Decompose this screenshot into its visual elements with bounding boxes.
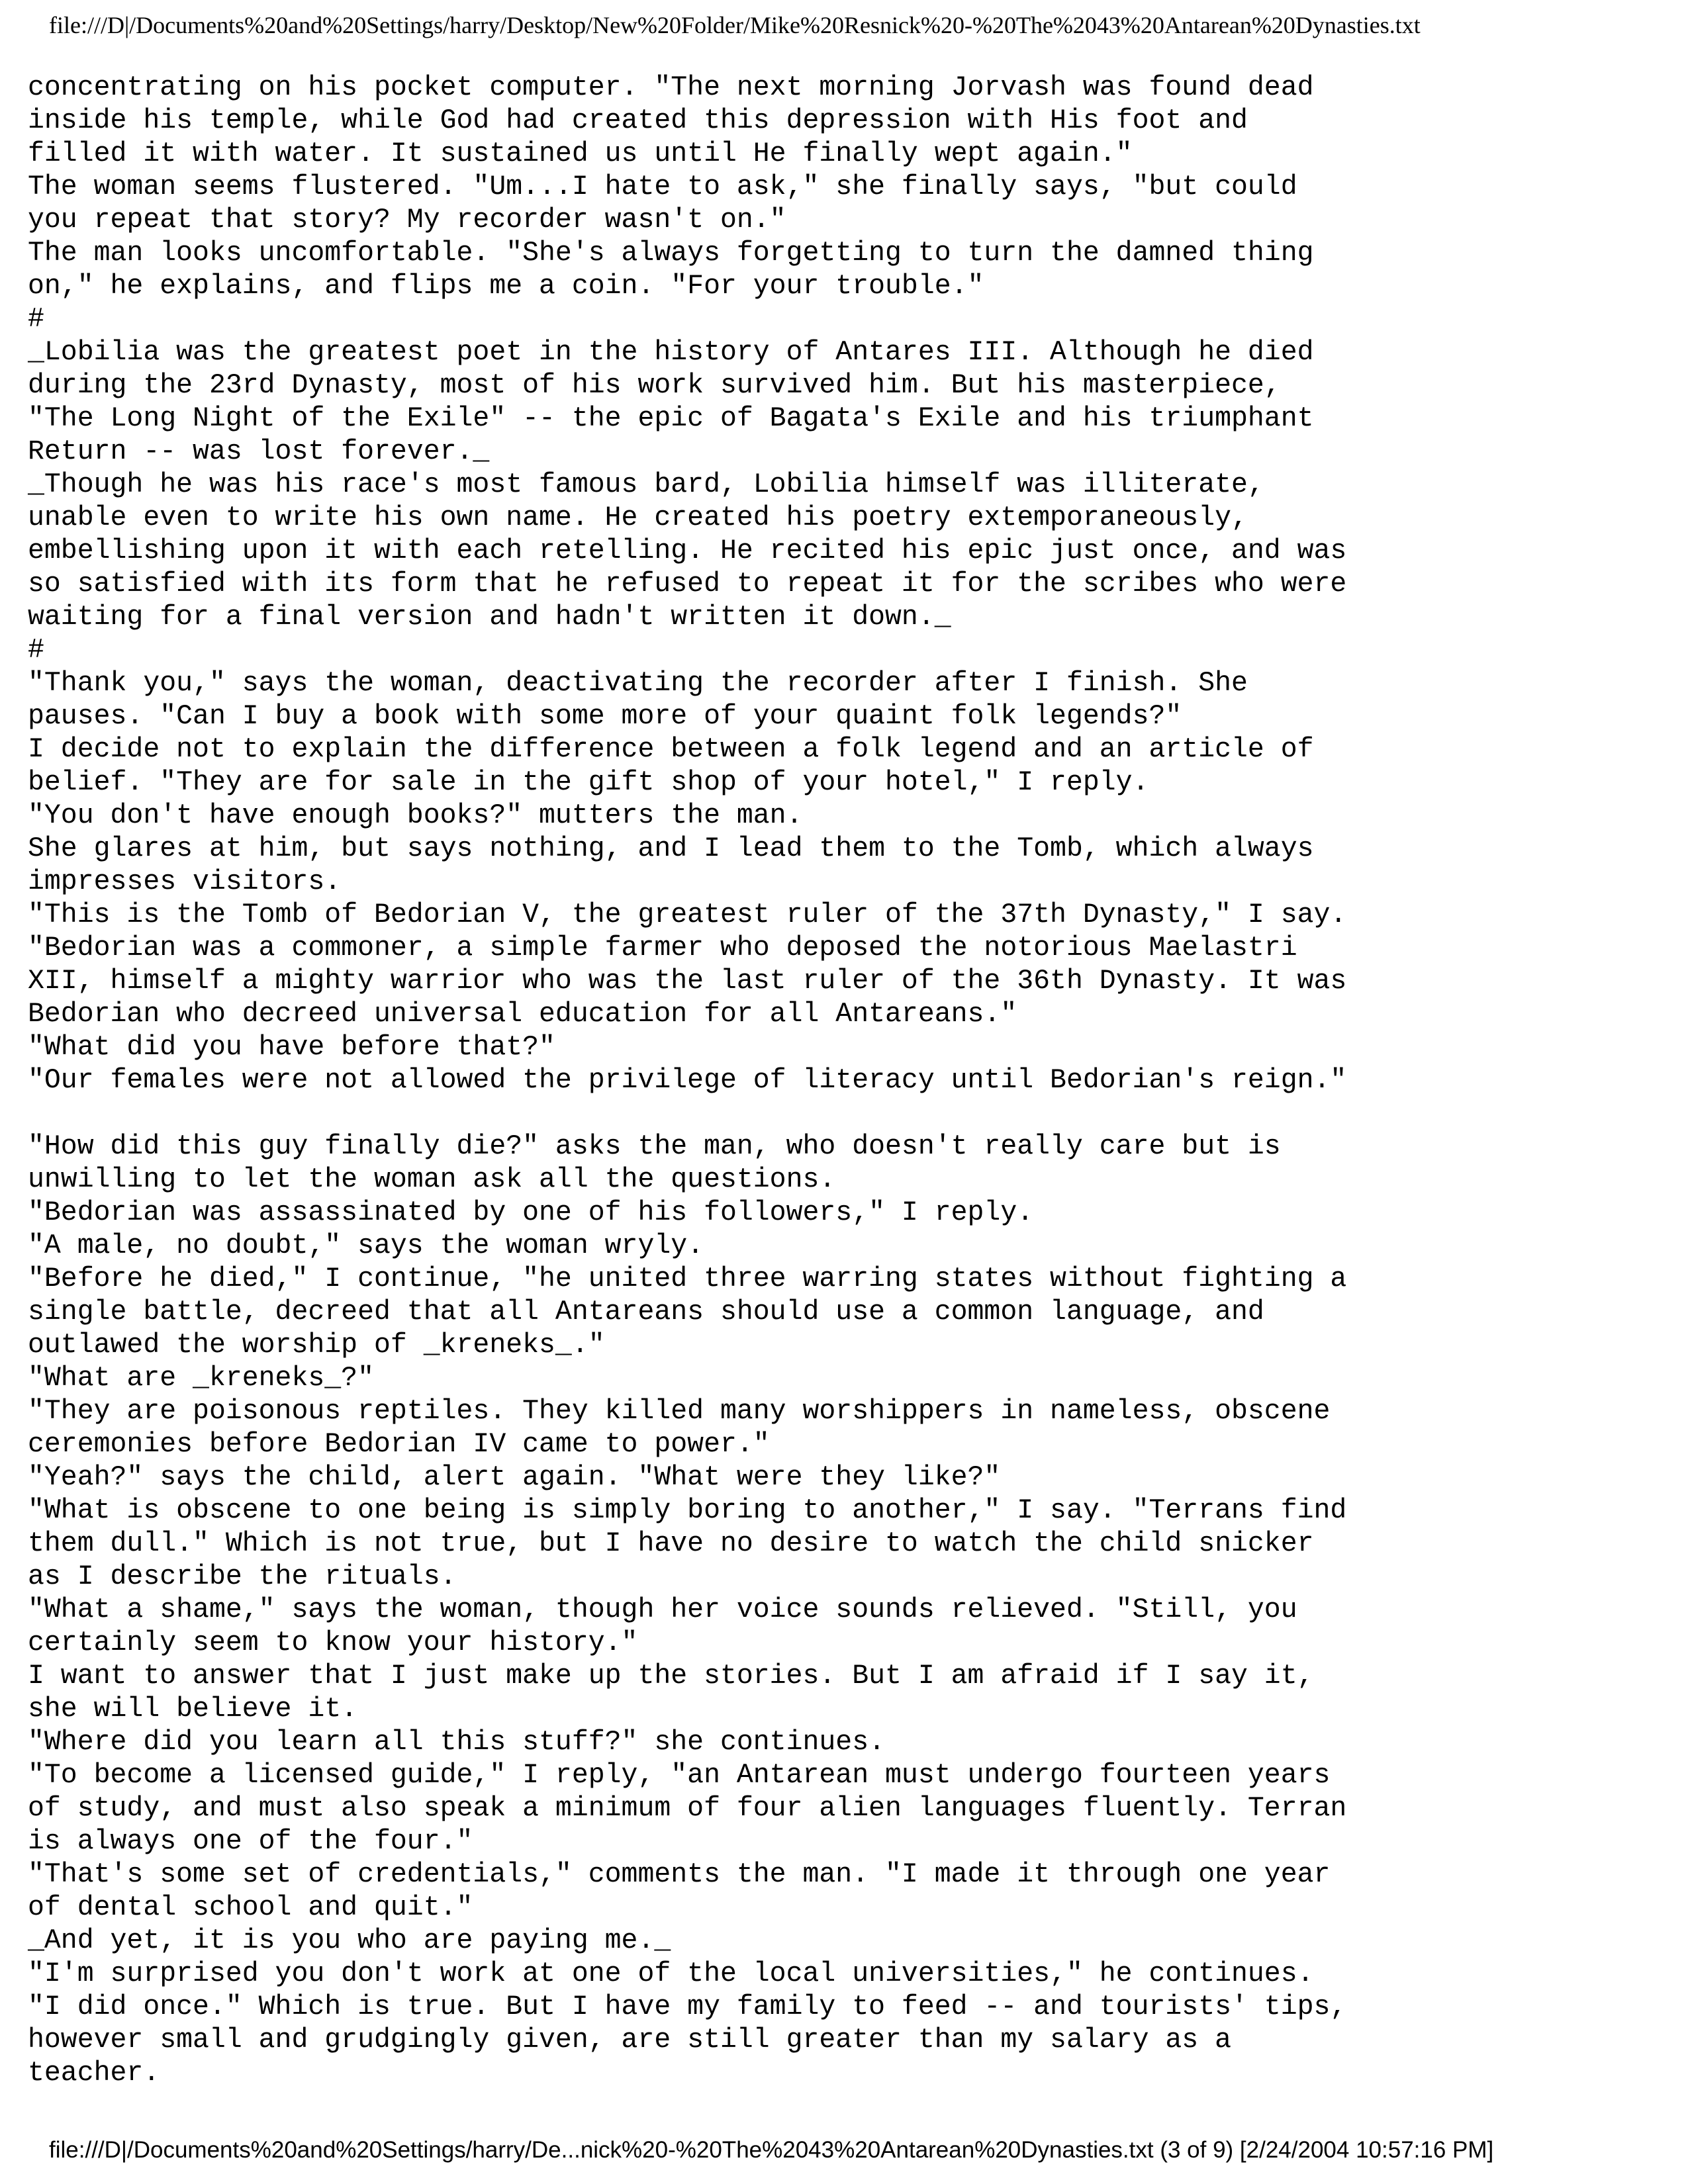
text-line: "What is obscene to one being is simply boring to another," I say. "Terrans find (28, 1495, 1347, 1526)
text-line: of dental school and quit." (28, 1892, 473, 1923)
text-line: "They are poisonous reptiles. They killed many worshippers in nameless, obscene (28, 1396, 1331, 1427)
text-line: "Where did you learn all this stuff?" she continues. (28, 1727, 886, 1758)
text-line: _Though he was his race's most famous bard, Lobilia himself was illiterate, (28, 469, 1264, 500)
text-line: you repeat that story? My recorder wasn't on." (28, 205, 786, 236)
text-line: ceremonies before Bedorian IV came to power." (28, 1429, 770, 1460)
text-line: _Lobilia was the greatest poet in the history of Antares III. Although he died (28, 337, 1314, 368)
text-line: # (28, 304, 44, 335)
text-line: The woman seems flustered. "Um...I hate to ask," she finally says, "but could (28, 171, 1297, 203)
text-line: "This is the Tomb of Bedorian V, the greatest ruler of the 37th Dynasty," I say. (28, 899, 1347, 931)
text-line: "To become a licensed guide," I reply, "an Antarean must undergo fourteen years (28, 1760, 1331, 1791)
text-line: "What are _kreneks_?" (28, 1363, 374, 1394)
text-line: _And yet, it is you who are paying me._ (28, 1925, 671, 1956)
text-line: She glares at him, but says nothing, and I lead them to the Tomb, which always (28, 833, 1314, 864)
text-line: concentrating on his pocket computer. "The next morning Jorvash was found dead (28, 72, 1314, 103)
text-line: "That's some set of credentials," comments the man. "I made it through one year (28, 1859, 1331, 1890)
page-header-url: file:///D|/Documents%20and%20Settings/harry/Desktop/New%20Folder/Mike%20Resnick%20-%20The%2043%20Antarean%20Dynasties.txt (49, 12, 1421, 38)
text-line: belief. "They are for sale in the gift shop of your hotel," I reply. (28, 767, 1149, 798)
text-line: as I describe the rituals. (28, 1561, 457, 1592)
text-line: "Yeah?" says the child, alert again. "What were they like?" (28, 1462, 1001, 1493)
text-line: teacher. (28, 2058, 160, 2089)
text-line: "Before he died," I continue, "he united three warring states without fighting a (28, 1263, 1347, 1295)
text-line: certainly seem to know your history." (28, 1627, 638, 1659)
text-line: them dull." Which is not true, but I have no desire to watch the child snicker (28, 1528, 1314, 1559)
text-line: filled it with water. It sustained us until He finally wept again." (28, 138, 1133, 169)
text-line: "I'm surprised you don't work at one of the local universities," he continues. (28, 1958, 1314, 1989)
text-line: "Thank you," says the woman, deactivating the recorder after I finish. She (28, 668, 1248, 699)
text-line: "A male, no doubt," says the woman wryly. (28, 1230, 704, 1261)
text-line: "What a shame," says the woman, though her voice sounds relieved. "Still, you (28, 1594, 1297, 1625)
text-line: of study, and must also speak a minimum of four alien languages fluently. Terran (28, 1793, 1347, 1824)
text-line: "How did this guy finally die?" asks the man, who doesn't really care but is (28, 1131, 1281, 1162)
text-line: unable even to write his own name. He created his poetry extemporaneously, (28, 502, 1248, 533)
text-line: "The Long Night of the Exile" -- the epic of Bagata's Exile and his triumphant (28, 403, 1314, 434)
text-line: waiting for a final version and hadn't written it down._ (28, 602, 951, 633)
text-line: "Bedorian was assassinated by one of his followers," I reply. (28, 1197, 1034, 1228)
text-line: XII, himself a mighty warrior who was the last ruler of the 36th Dynasty. It was (28, 966, 1347, 997)
text-line: # (28, 635, 44, 666)
text-line: is always one of the four." (28, 1826, 473, 1857)
text-line: Bedorian who decreed universal education for all Antareans." (28, 999, 1017, 1030)
text-line: "Bedorian was a commoner, a simple farmer who deposed the notorious Maelastri (28, 933, 1297, 964)
text-line: "You don't have enough books?" mutters the man. (28, 800, 803, 831)
text-line: embellishing upon it with each retelling. He recited his epic just once, and was (28, 535, 1347, 567)
text-line: "Our females were not allowed the privilege of literacy until Bedorian's reign." (28, 1065, 1347, 1096)
text-line: on," he explains, and flips me a coin. "For your trouble." (28, 271, 984, 302)
text-line: "What did you have before that?" (28, 1032, 555, 1063)
text-line: "I did once." Which is true. But I have my family to feed -- and tourists' tips, (28, 1991, 1347, 2023)
text-line: I decide not to explain the difference between a folk legend and an article of (28, 734, 1314, 765)
text-line: single battle, decreed that all Antareans should use a common language, and (28, 1297, 1264, 1328)
text-line (28, 1097, 1643, 1130)
text-line: inside his temple, while God had created this depression with His foot and (28, 105, 1248, 136)
text-line: however small and grudgingly given, are still greater than my salary as a (28, 2025, 1231, 2056)
text-line: she will believe it. (28, 1694, 358, 1725)
text-line: during the 23rd Dynasty, most of his work survived him. But his masterpiece, (28, 370, 1281, 401)
text-line: impresses visitors. (28, 866, 342, 897)
text-line: unwilling to let the woman ask all the questions. (28, 1164, 836, 1195)
page-footer-url: file:///D|/Documents%20and%20Settings/harry/De...nick%20-%20The%2043%20Antarean%20Dynasties.txt (3 of 9) [2/24/2004 10:57:16 PM] (49, 2137, 1494, 2163)
text-line: Return -- was lost forever._ (28, 436, 490, 467)
text-line: outlawed the worship of _kreneks_." (28, 1330, 605, 1361)
text-line: pauses. "Can I buy a book with some more of your quaint folk legends?" (28, 701, 1182, 732)
text-line: so satisfied with its form that he refused to repeat it for the scribes who were (28, 569, 1347, 600)
document-body (28, 71, 1643, 2090)
text-line: The man looks uncomfortable. "She's always forgetting to turn the damned thing (28, 238, 1314, 269)
text-line: I want to answer that I just make up the stories. But I am afraid if I say it, (28, 1661, 1314, 1692)
